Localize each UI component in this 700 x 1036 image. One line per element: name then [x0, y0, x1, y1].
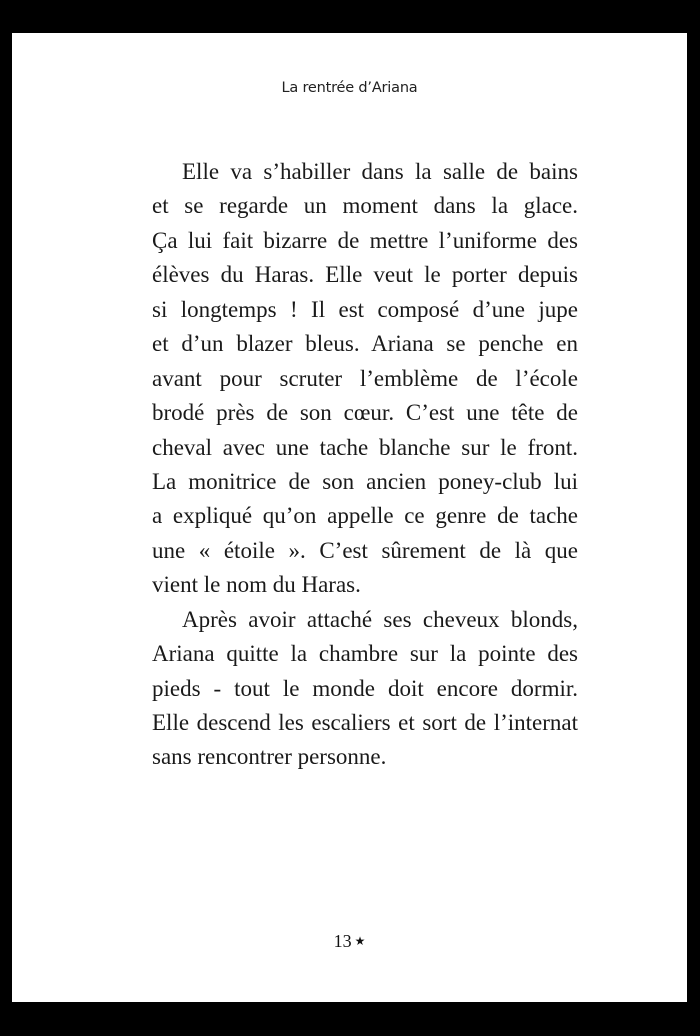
star-icon: ★: [354, 934, 366, 948]
text-line: avant pour scruter l’emblème de l’école: [152, 365, 578, 391]
book-page: [12, 33, 687, 1002]
text-line: a expliqué qu’on appelle ce genre de tache: [152, 503, 578, 529]
text-line: Ariana quitte la chambre sur la pointe des: [152, 641, 578, 667]
body-text: [152, 155, 578, 775]
text-line: Elle descend les escaliers et sort de l’internat: [152, 710, 578, 735]
text-line: Elle va s’habiller dans la salle de bains: [182, 159, 578, 184]
text-line: une « étoile ». C’est sûrement de là que: [152, 537, 578, 563]
text-line: et se regarde un moment dans la glace.: [152, 193, 578, 219]
running-header: La rentrée d’Ariana: [281, 80, 418, 96]
page-number: 13: [333, 931, 352, 951]
text-line: pieds - tout le monde doit encore dormir.: [152, 675, 578, 701]
text-line: brodé près de son cœur. C’est une tête de: [152, 400, 578, 426]
text-line: sans rencontrer personne.: [152, 744, 387, 770]
text-line: Ça lui fait bizarre de mettre l’uniforme des: [152, 227, 578, 253]
text-line: La monitrice de son ancien poney-club lui: [152, 468, 578, 494]
text-line: élèves du Haras. Elle veut le porter depuis: [152, 262, 578, 288]
text-line: et d’un blazer bleus. Ariana se penche en: [152, 331, 578, 357]
text-line: vient le nom du Haras.: [152, 572, 361, 598]
page-footer: [12, 931, 687, 952]
text-line: si longtemps ! Il est composé d’une jupe: [152, 296, 578, 322]
text-line: Après avoir attaché ses cheveux blonds,: [182, 606, 578, 632]
text-line: cheval avec une tache blanche sur le front.: [152, 434, 578, 460]
